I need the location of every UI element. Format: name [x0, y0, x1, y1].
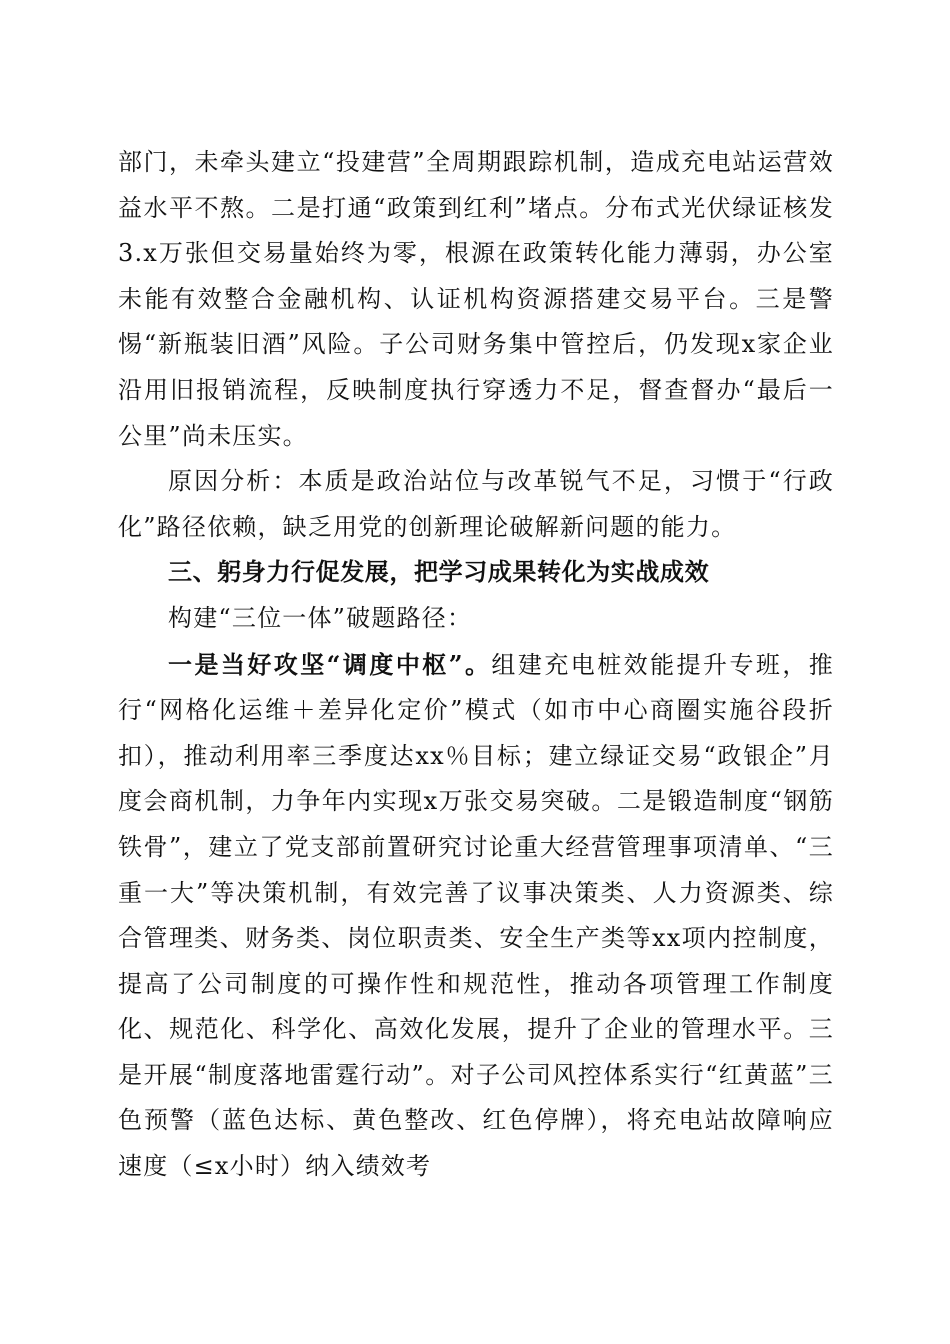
document-body — [118, 140, 834, 1190]
measure-one-lead: 一是当好攻坚“调度中枢”。 — [168, 649, 492, 679]
measure-body: 组建充电桩效能提升专班，推行“网格化运维＋差异化定价”模式（如市中心商圈实施谷段折扣），推动利用率三季度达xx％目标；建立绿证交易“政银企”月度会商机制，力争年内实现x万张交易突破。二是锻造制度“钢筋铁骨”，建立了党支部前置研究讨论重大经营管理事项清单、“三重一大”等决策机制，有效完善了议事决策类、人力资源类、综合管理类、财务类、岗位职责类、安全生产类等xx项内控制度，提高了公司制度的可操作性和规范性，推动各项管理工作制度化、规范化、科学化、高效化发展，提升了企业的管理水平。三是开展“制度落地雷霆行动”。对子公司风控体系实行“红黄蓝”三色预警（蓝色达标、黄色整改、红色停牌），将充电站故障响应速度（≤x小时）纳入绩效考 — [118, 650, 834, 1181]
paragraph-measures — [118, 642, 834, 1190]
paragraph-cause-analysis: 原因分析：本质是政治站位与改革锐气不足，习惯于“行政化”路径依赖，缺乏用党的创新理论破解新问题的能力。 — [118, 467, 834, 541]
paragraph-continuation: 部门，未牵头建立“投建营”全周期跟踪机制，造成充电站运营效益水平不熬。二是打通“政策到红利”堵点。分布式光伏绿证核发3.x万张但交易量始终为零，根源在政策转化能力薄弱，办公室未能有效整合金融机构、认证机构资源搭建交易平台。三是警惕“新瓶装旧酒”风险。子公司财务集中管控后，仍发现x家企业沿用旧报销流程，反映制度执行穿透力不足，督查督办“最后一公里”尚未压实。 — [118, 148, 834, 450]
section-heading-3: 三、躬身力行促发展，把学习成果转化为实战成效 — [168, 558, 710, 587]
paragraph-path-intro: 构建“三位一体”破题路径： — [168, 603, 473, 632]
